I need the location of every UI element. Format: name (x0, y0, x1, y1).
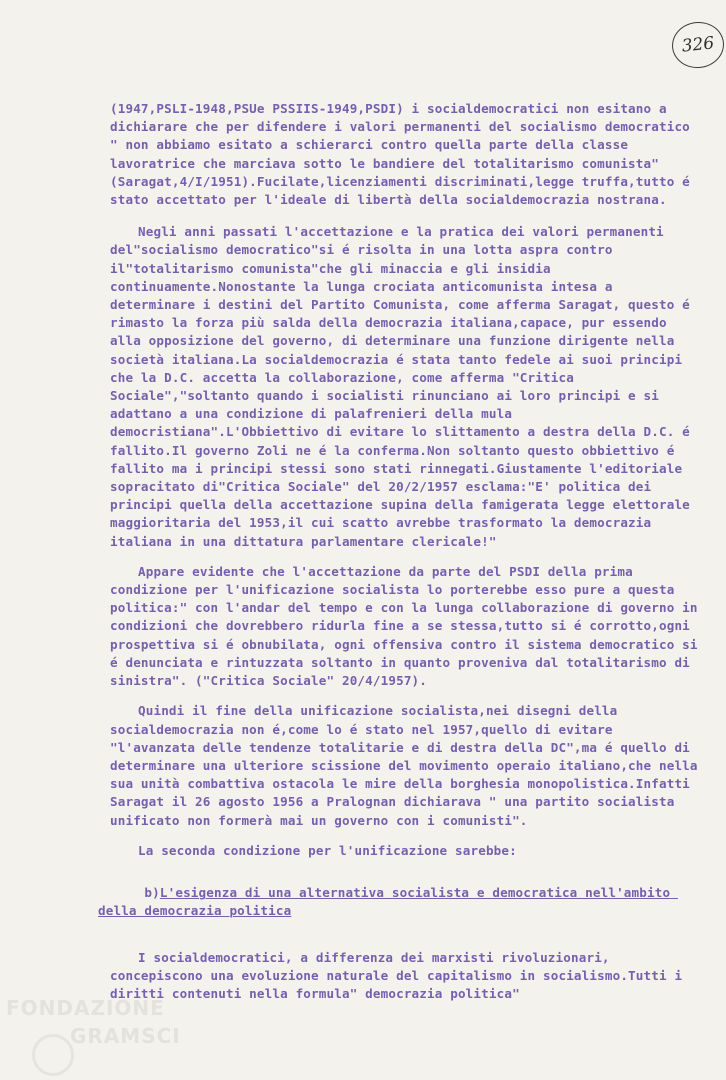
paragraph-1: (1947,PSLI-1948,PSUe PSSIIS-1949,PSDI) i socialdemocratici non esitano a dichiarare che per difendere i valori permanenti del socialismo democratico " non abbiamo esitato a schierarci contro quella parte della classe lavoratrice che marciava sotto le bandiere del totalitarismo comunista"(Saragat,4/I/1951).Fucilate,licenziamenti discriminati,legge truffa,tutto é stato accettato per l'ideale di libertà della socialdemocrazia nostrana. (110, 101, 698, 208)
archive-watermark (6, 994, 181, 1074)
paragraph-3: Appare evidente che l'accettazione da parte del PSDI della prima condizione per l'unificazione socialista lo porterebbe esso pure a questa politica:" con l'andar del tempo e con la lunga collaborazione di governo in condizioni che dovrebbero ridurla fine a se stessa,tutto si é corrotto,ogni prospettiva si é obnubilata, ogni offensiva contro il sistema democratico si é denunciata e rintuzzata soltanto in quanto proveniva dal totalitarismo di sinistra". ("Critica Sociale" 20/4/1957). (110, 563, 706, 689)
paragraph-2: Negli anni passati l'accettazione e la pratica dei valori permanenti del"socialismo democratico"si é risolta in una lotta aspra contro il"totalitarismo comunista"che gli minaccia e gli insidia continuamente.Nonostante la lunga crociata anticomunista intesa a determinare i destini del Partito Comunista, come afferma Saragat, questo é rimasto la forza più salda della democrazia italiana,capace, pur essendo alla opposizione del governo, di determinare una funzione dirigente nella società italiana.La socialdemocrazia é stata tanto fedele ai suoi principi che la D.C. accetta la collaborazione, come afferma "Critica Sociale","soltanto quando i socialisti rinunciano ai loro principi e si adattano a una condizione di palafrenieri della mula democristiana".L'Obbiettivo di evitare lo slittamento a destra della D.C. é fallito.Il governo Zoli ne é la conferma.Non soltanto questo obbiettivo é fallito ma i principi stessi sono stati rinnegati.Giustamente l'editoriale sopracitato di"Critica Sociale" del 20/2/1957 esclama:"E' politica dei principi quella della accettazione supina della famigerata legge elettorale maggioritaria del 1953,il cui scatto avrebbe trasformato la democrazia italiana in una dittatura parlamentare clericale!" (110, 224, 698, 549)
stamp-number: 326 (680, 33, 716, 57)
heading-marker: b) (144, 885, 160, 901)
section-heading-b (98, 866, 700, 939)
page-number-stamp (670, 19, 726, 70)
paragraph-4: Quindi il fine della unificazione socialista,nei disegni della socialdemocrazia non é,come lo é stato nel 1957,quello di evitare "l'avanzata delle tendenze totalitarie e di destra della DC",ma é quello di determinare una ulteriore scissione del movimento operaio italiano,che nella sua unità combattiva ostacola le mire della borghesia monopolistica.Infatti Saragat il 26 agosto 1956 a Pralognan dichiarava " una partito socialista unificato non formerà mai un governo con i comunisti". (110, 703, 706, 828)
watermark-line-1: FONDAZIONE (6, 996, 165, 1020)
watermark-line-2: GRAMSCI (70, 1024, 181, 1048)
paragraph-5: La seconda condizione per l'unificazione sarebbe: (138, 842, 517, 858)
watermark-circle-icon (32, 1034, 74, 1076)
paragraph-closing: I socialdemocratici, a differenza dei marxisti rivoluzionari, concepiscono una evoluzione naturale del capitalismo in socialismo.Tutti i diritti contenuti nella formula" democrazia politica" (110, 949, 690, 1002)
heading-text: L'esigenza di una alternativa socialista e democratica nell'ambito della democrazia politica (98, 885, 678, 919)
typed-text-body (98, 100, 706, 1015)
